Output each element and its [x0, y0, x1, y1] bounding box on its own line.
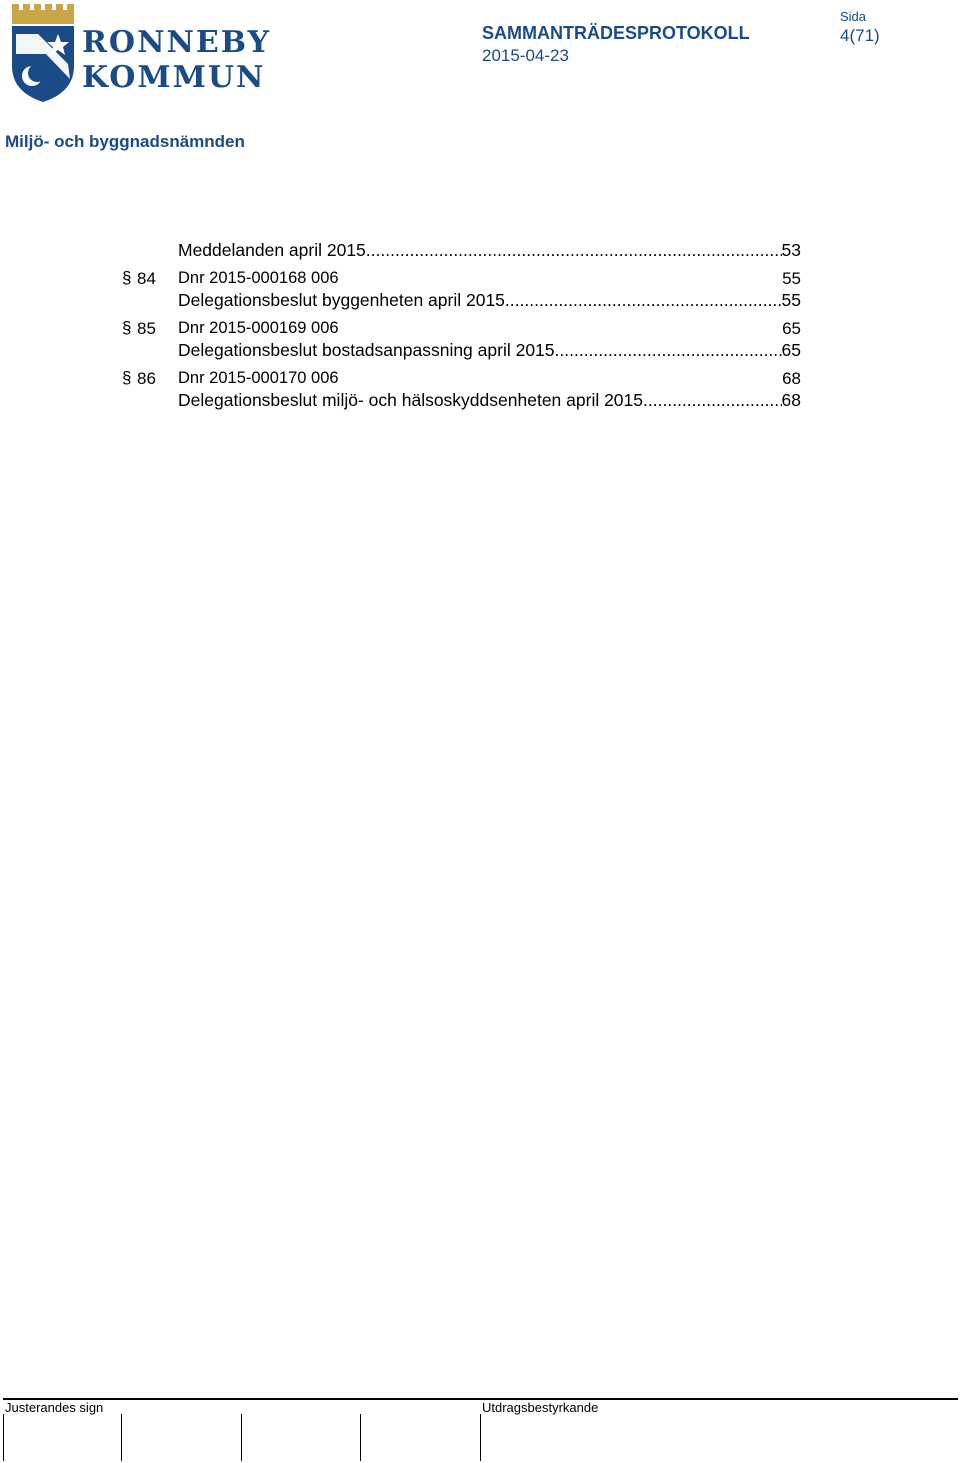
- toc-entry-page: 53: [781, 240, 801, 260]
- signature-box[interactable]: [241, 1414, 242, 1461]
- committee-name: Miljö- och byggnadsnämnden: [5, 132, 245, 151]
- section-number: 85: [137, 319, 156, 338]
- toc-entry-title: Meddelanden april 2015: [178, 240, 366, 260]
- toc-entry-title: Delegationsbeslut miljö- och hälsoskyddsenheten april 2015: [178, 390, 644, 410]
- toc-dnr-page: 68: [782, 369, 801, 388]
- toc-leader-dots: [505, 290, 782, 311]
- footer-divider: [3, 1398, 958, 1400]
- ronneby-coat-of-arms-logo: [8, 4, 78, 104]
- toc-entry-section-86[interactable]: [178, 390, 801, 411]
- toc-entry-title: Delegationsbeslut byggenheten april 2015: [178, 290, 505, 310]
- toc-entry-section-85[interactable]: [178, 340, 801, 361]
- toc-entry-page: 65: [781, 340, 801, 360]
- page-label: Sida: [840, 9, 867, 24]
- section-number: 84: [137, 269, 156, 288]
- document-type: SAMMANTRÄDESPROTOKOLL: [482, 23, 750, 43]
- toc-dnr: Dnr 2015-000169 006: [178, 319, 339, 337]
- toc-dnr: Dnr 2015-000170 006: [178, 369, 339, 387]
- section-symbol: §: [122, 268, 132, 287]
- section-number: 86: [137, 369, 156, 388]
- document-date: 2015-04-23: [482, 46, 569, 65]
- toc-entry-title: Delegationsbeslut bostadsanpassning april 2015: [178, 340, 555, 360]
- toc-entry-page: 68: [781, 390, 801, 410]
- toc-dnr-page: 55: [782, 269, 801, 288]
- toc-leader-dots: [643, 390, 782, 411]
- utdragsbestyrkande-box[interactable]: [480, 1414, 481, 1461]
- toc-leader-dots: [366, 240, 782, 261]
- crown-icon: [12, 4, 74, 24]
- toc-dnr-page: 65: [782, 319, 801, 338]
- page-number: 4(71): [840, 26, 880, 45]
- toc-entry-page: 55: [781, 290, 801, 310]
- toc-entry-meddelanden[interactable]: [178, 240, 801, 261]
- utdragsbestyrkande-label: Utdragsbestyrkande: [482, 1400, 599, 1415]
- signature-box[interactable]: [360, 1414, 361, 1461]
- logo-text-kommun: KOMMUN: [82, 60, 266, 95]
- justerandes-sign-label: Justerandes sign: [5, 1400, 104, 1415]
- toc-dnr: Dnr 2015-000168 006: [178, 269, 339, 287]
- toc-leader-dots: [555, 340, 782, 361]
- section-symbol: §: [122, 318, 132, 337]
- logo-text-ronneby: RONNEBY: [82, 25, 272, 60]
- toc-entry-section-84[interactable]: [178, 290, 801, 311]
- section-symbol: §: [122, 368, 132, 387]
- signature-box[interactable]: [3, 1414, 4, 1461]
- signature-box[interactable]: [121, 1414, 122, 1461]
